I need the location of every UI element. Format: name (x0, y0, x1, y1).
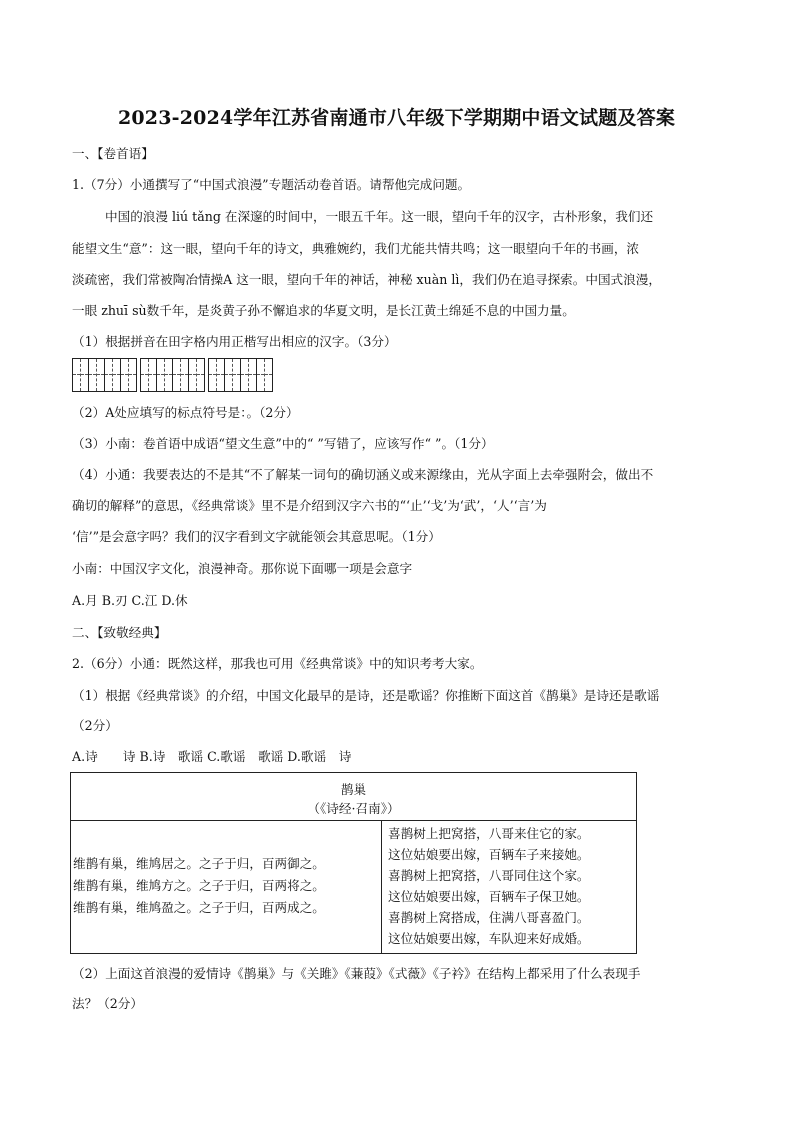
q1-sub4-line: （4）小通：我要表达的不是其“不了解某一词句的确切涵义或来源缘由，光从字面上去牵强附会，做出不 (72, 467, 654, 482)
tianzige-cell[interactable] (156, 358, 173, 392)
q1-sub4-line: 确切的解释”的意思，《经典常谈》里不是介绍到汉字六书的“‘止’‘戈’为‘武’，‘人’‘言’为 (72, 498, 547, 513)
passage-line: 淡疏密，我们常被陶冶情操A 这一眼，望向千年的神话，神秘 xuàn lì，我们仍在追寻探索。中国式浪漫， (72, 272, 661, 287)
tianzige-cell[interactable] (240, 358, 257, 392)
page-title: 2023-2024学年江苏省南通市八年级下学期期中语文试题及答案 (117, 107, 676, 129)
poem-original-line: 维鹊有巢，维鸠盈之。之子于归，百两成之。 (73, 900, 325, 915)
q1-sub3: （3）小南：卷首语中成语“望文生意”中的“ ”写错了，应该写作“ ”。（1分） (72, 436, 494, 451)
poem-column-divider (381, 820, 382, 953)
tianzige-cell[interactable] (120, 358, 137, 392)
passage-line: 能望文生“意”：这一眼，望向千年的诗文，典雅婉约，我们尤能共情共鸣；这一眼望向千年的书画，浓 (72, 241, 640, 256)
question1-intro: 1.（7分）小通撰写了“中国式浪漫”专题活动卷首语。请帮他完成问题。 (72, 177, 471, 192)
q1-sub1: （1）根据拼音在田字格内用正楷写出相应的汉字。（3分） (72, 334, 397, 349)
tianzige-cell[interactable] (256, 358, 273, 392)
tianzige-group (208, 358, 273, 394)
xiaonan-line: 小南：中国汉字文化，浪漫神奇。那你说下面哪一项是会意字 (72, 561, 413, 576)
tianzige-cell[interactable] (188, 358, 205, 392)
q2-sub1-line: （1）根据《经典常谈》的介绍，中国文化最早的是诗，还是歌谣？你推断下面这首《鹊巢》是诗还是歌谣 (72, 688, 660, 703)
q2-sub2-line: 法？（2分） (72, 996, 143, 1011)
poem-original-line: 维鹊有巢，维鸠居之。之子于归，百两御之。 (73, 856, 325, 871)
poem-translation-line: 喜鹊树上把窝搭，八哥来住它的家。 (388, 826, 590, 841)
section1-heading: 一、【卷首语】 (72, 146, 154, 161)
tianzige-cell[interactable] (72, 358, 89, 392)
poem-original (73, 853, 325, 919)
tianzige-cell[interactable] (140, 358, 157, 392)
q1-sub4-line: ‘信’”是会意字吗？我们的汉字看到文字就能领会其意思呢。（1分） (72, 529, 441, 544)
poem-header (71, 773, 636, 821)
question2-intro: 2.（6分）小通：既然这样，那我也可用《经典常谈》中的知识考考大家。 (72, 656, 483, 671)
tianzige-cell[interactable] (224, 358, 241, 392)
poem-translation-line: 喜鹊树上窝搭成，住满八哥喜盈门。 (388, 910, 590, 925)
tianzige-cell[interactable] (172, 358, 189, 392)
tianzige-grid[interactable] (72, 358, 276, 394)
q1-options: A.月 B.刃 C.江 D.休 (72, 593, 188, 608)
passage-line: 一眼 zhuī sù数千年，是炎黄子孙不懈追求的华夏文明，是长江黄土绵延不息的中国力量。 (72, 303, 575, 318)
q2-sub2-line: （2）上面这首浪漫的爱情诗《鹊巢》与《关雎》《蒹葭》《式薇》《子衿》在结构上都采用了什么表现手 (72, 966, 641, 981)
poem-source: （《诗经·召南》） (307, 801, 400, 816)
poem-translation-line: 喜鹊树上把窝搭，八哥同住这个家。 (388, 868, 590, 883)
poem-translation-line: 这位姑娘要出嫁，百辆车子保卫她。 (388, 889, 590, 904)
q2-sub1-line: （2分） (72, 718, 118, 733)
passage-line: 中国的浪漫 liú tǎng 在深邃的时间中，一眼五千年。这一眼，望向千年的汉字，古朴形象，我们还 (105, 209, 654, 224)
tianzige-cell[interactable] (208, 358, 225, 392)
poem-title: 鹊巢 (340, 782, 367, 797)
q2-options: A.诗 诗 B.诗 歌谣 C.歌谣 歌谣 D.歌谣 诗 (72, 749, 352, 764)
poem-table (70, 772, 637, 954)
tianzige-cell[interactable] (88, 358, 105, 392)
poem-translation-line: 这位姑娘要出嫁，百辆车子来接她。 (388, 847, 590, 862)
q1-sub2: （2）A处应填写的标点符号是：。（2分） (72, 405, 299, 420)
poem-original-line: 维鹊有巢，维鸠方之。之子于归，百两将之。 (73, 878, 325, 893)
poem-translation (388, 823, 590, 949)
section2-heading: 二、【致敬经典】 (72, 625, 167, 640)
tianzige-group (140, 358, 205, 394)
tianzige-cell[interactable] (104, 358, 121, 392)
tianzige-group (72, 358, 137, 394)
poem-translation-line: 这位姑娘要出嫁，车队迎来好成婚。 (388, 931, 590, 946)
